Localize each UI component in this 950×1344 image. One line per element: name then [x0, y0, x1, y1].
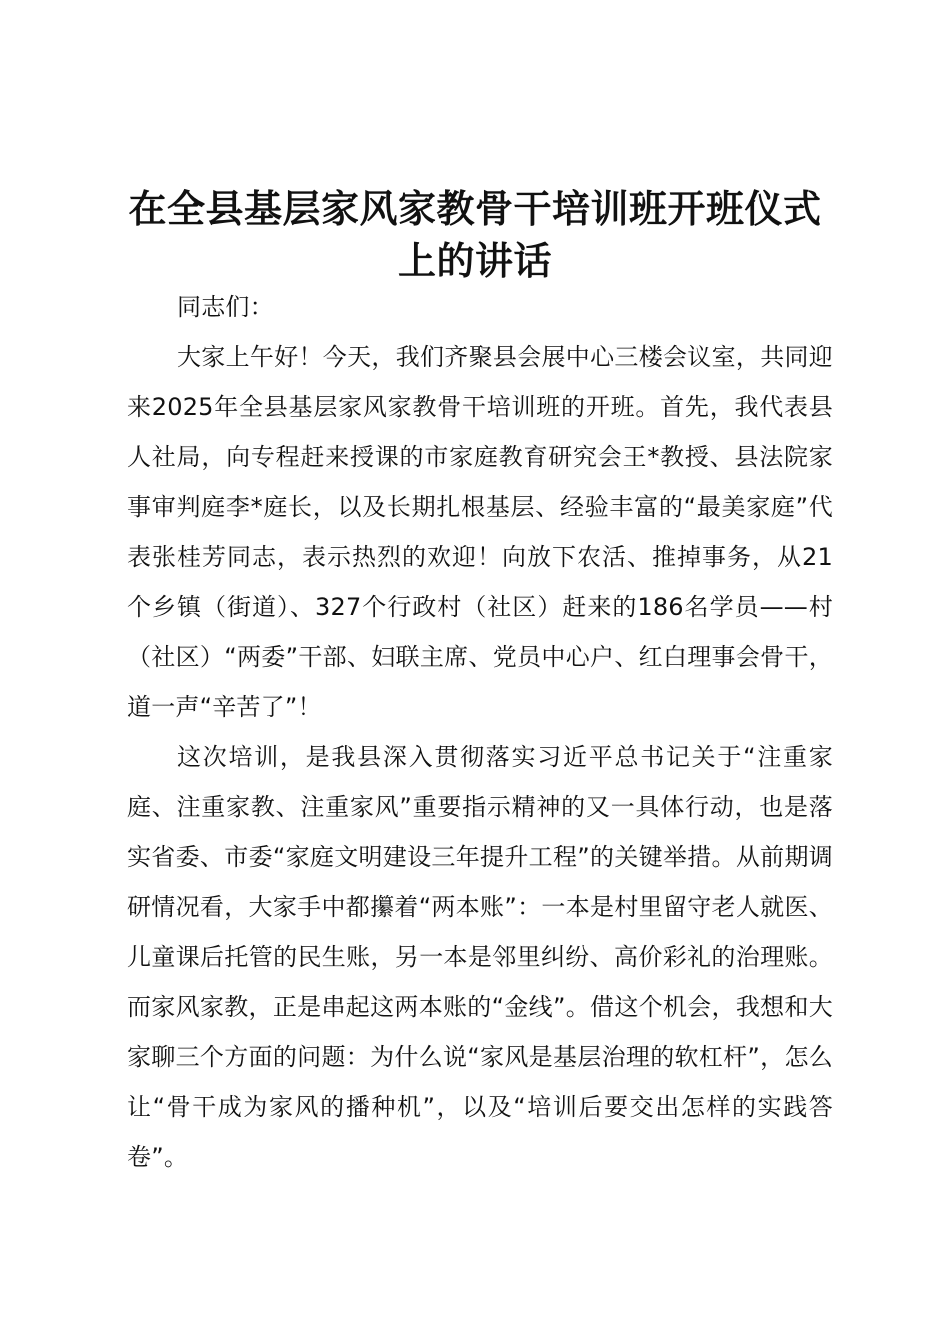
paragraph-2: 这次培训，是我县深入贯彻落实习近平总书记关于“注重家庭、注重家教、注重家风”重要指示精神的又一具体行动，也是落实省委、市委“家庭文明建设三年提升工程”的关键举措。从前期调研情况看，大家手中都攥着“两本账”：一本是村里留守老人就医、儿童课后托管的民生账，另一本是邻里纠纷、高价彩礼的治理账。而家风家教，正是串起这两本账的“金线”。借这个机会，我想和大家聊三个方面的问题：为什么说“家风是基层治理的软杠杆”，怎么让“骨干成为家风的播种机”，以及“培训后要交出怎样的实践答卷”。: [127, 743, 833, 1171]
salutation: 同志们：: [177, 293, 274, 321]
paragraph-1: 大家上午好！今天，我们齐聚县会展中心三楼会议室，共同迎来2025年全县基层家风家教骨干培训班的开班。首先，我代表县人社局，向专程赶来授课的市家庭教育研究会王*教授、县法院家事审判庭李*庭长，以及长期扎根基层、经验丰富的“最美家庭”代表张桂芳同志，表示热烈的欢迎！向放下农活、推掉事务，从21个乡镇（街道）、327个行政村（社区）赶来的186名学员——村（社区）“两委”干部、妇联主席、党员中心户、红白理事会骨干，道一声“辛苦了”！: [127, 343, 833, 721]
document-body: [127, 282, 833, 1182]
document-title: 在全县基层家风家教骨干培训班开班仪式上的讲话: [128, 187, 822, 283]
